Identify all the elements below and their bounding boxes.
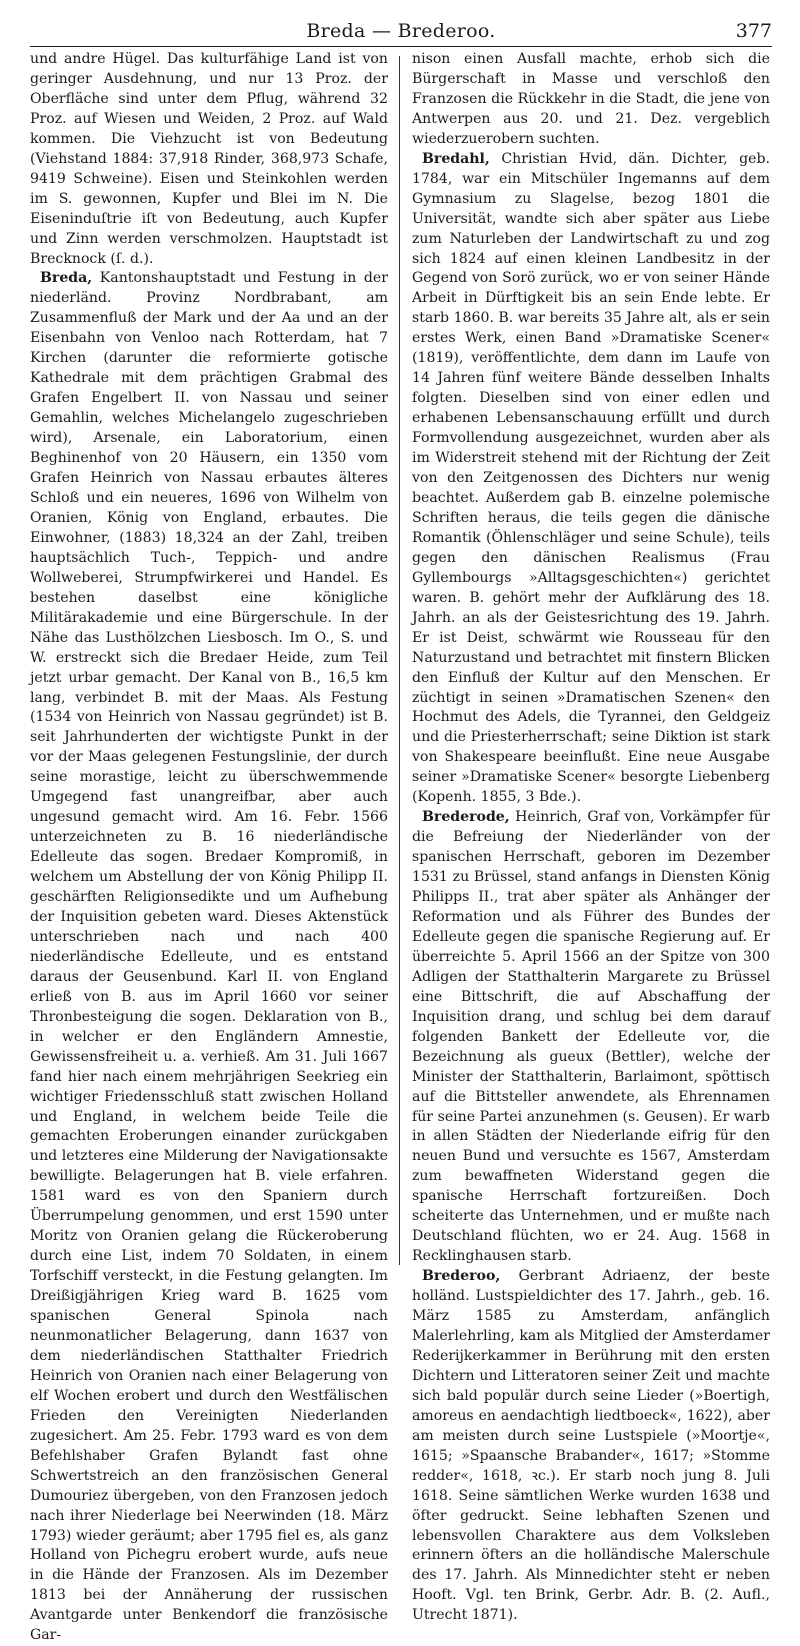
entry-headword: Breda, xyxy=(40,270,93,287)
entry-headword: Brederoo, xyxy=(422,1268,501,1285)
entry-body: Heinrich, Graf von, Vorkämpfer für die Befreiung der Niederländer von der spanischen Herrschaft, geboren im Dezember 1531 zu Brüssel, stand anfangs in Diensten König Philipps II., trat aber später als Anhänger der Reformation und als Führer des Bundes der Edelleute gegen die spanische Regierung auf. Er überreichte 5. April 1566 an der Spitze von 300 Adligen der Statthalterin Margarete zu Brüssel eine Bittschrift, die auf Abschaffung der Inquisition drang, und schlug bei dem darauf folgenden Bankett der Edelleute vor, die Bezeichnung als gueux (Bettler), welche der Minister der Statthalterin, Barlaimont, spöttisch auf die Bittsteller anwendete, als Ehrennamen für seine Partei anzunehmen (s. Geusen). Er warb in allen Städten der Niederlande eifrig für den neuen Bund und versuchte es 1567, Amsterdam zum bewaffneten Widerstand gegen die spanische Herrschaft fortzureißen. Doch scheiterte das Unternehmen, und er mußte nach Deutschland flüchten, wo er 24. Aug. 1568 in Recklinghausen starb. xyxy=(412,809,770,1265)
right-column xyxy=(412,50,770,1624)
entry-brederoo xyxy=(412,1267,770,1626)
entry-headword: Bredahl, xyxy=(422,150,490,167)
continued-paragraph: und andre Hügel. Das kulturfähige Land ist von geringer Ausdehnung, und nur 13 Proz. der Oberfläche sind unter dem Pflug, während 32 Proz. auf Wiesen und Weiden, 2 Proz. auf Wald kommen. Die Viehzucht ist von Bedeutung (Viehstand 1884: 37,918 Rinder, 368,973 Schafe, 9419 Schweine). Eisen und Steinkohlen werden im S. gewonnen, Kupfer und Blei im N. Die Eiseninduſtrie iſt von Bedeutung, auch Kupfer und Zinn werden verschmolzen. Hauptstadt ist Brecknock (ſ. d.). xyxy=(30,51,388,267)
left-column xyxy=(30,50,388,1644)
column-divider xyxy=(399,56,400,1265)
entry-headword: Brederode, xyxy=(422,809,510,826)
entry-brederode xyxy=(412,808,770,1267)
running-title: Breda — Brederoo. xyxy=(306,20,496,42)
entry-breda xyxy=(30,269,388,1646)
entry-body: Gerbrant Adriaenz, der beste holländ. Lustspieldichter des 17. Jahrh., geb. 16. März 1585 zu Amsterdam, anfänglich Malerlehrling, kam als Mitglied der Amsterdamer Rederijkerkammer in Berührung mit den ersten Dichtern und Litteratoren seiner Zeit und machte sich bald populär durch seine Lieder (»Boertigh, amoreus en aendachtigh liedtboeck«, 1622), aber am meisten durch seine Lustspiele (»Moortje«, 1615; »Spaansche Brabander«, 1617; »Stomme redder«, 1618, ꝛc.). Er starb noch jung 8. Juli 1618. Seine sämtlichen Werke wurden 1638 und öfter gedruckt. Seine lebhaften Szenen und lebensvollen Charaktere aus dem Volksleben erinnern öfters an die holländische Malerschule des 17. Jahrh. Als Minnedichter steht er neben Hooft. Vgl. ten Brink, Gerbr. Adr. B. (2. Aufl., Utrecht 1871). xyxy=(412,1268,770,1624)
page-number: 377 xyxy=(735,20,772,42)
entry-body: Kantonshauptstadt und Festung in der niederländ. Provinz Nordbrabant, am Zusammenfluß der Mark und der Aa und an der Eisenbahn von Venloo nach Rotterdam, hat 7 Kirchen (darunter die reformierte gotische Kathedrale mit dem prächtigen Grabmal des Grafen Engelbert II. von Nassau und seiner Gemahlin, welches Michelangelo zugeschrieben wird), Arsenale, ein Laboratorium, einen Beghinenhof von 20 Häusern, ein 1350 vom Grafen Heinrich von Nassau erbautes älteres Schloß und ein neueres, 1696 von Wilhelm von Oranien, König von England, erbautes. Die Einwohner, (1883) 18,324 an der Zahl, treiben hauptsächlich Tuch-, Teppich- und andre Wollweberei, Strumpfwirkerei und Handel. Es bestehen daselbst eine königliche Militärakademie und eine Bürgerschule. In der Nähe das Lusthölzchen Liesbosch. Im O., S. und W. erstreckt sich die Bredaer Heide, zum Teil jetzt urbar gemacht. Der Kanal von B., 16,5 km lang, verbindet B. mit der Maas. Als Festung (1534 von Heinrich von Nassau gegründet) ist B. seit Jahrhunderten der wichtigste Punkt in der vor der Maas gelegenen Festungslinie, der durch seine morastige, leicht zu überschwemmende Umgegend fast unangreifbar, aber auch ungesund gemacht wird. Am 16. Febr. 1566 unterzeichneten zu B. 16 niederländische Edelleute das sogen. Bredaer Kompromiß, in welchem um Abstellung der von König Philipp II. geschärften Religionsedikte und um Aufhebung der Inquisition gebeten ward. Dieses Aktenstück unterschrieben nach und nach 400 niederländische Edelleute, und es entstand daraus der Geusenbund. Karl II. von England erließ von B. aus im April 1660 vor seiner Thronbesteigung die sogen. Deklaration von B., in welcher er den Engländern Amnestie, Gewissensfreiheit u. a. verhieß. Am 31. Juli 1667 fand hier nach einem mehrjährigen Seekrieg ein wichtiger Friedensschluß statt zwischen Holland und England, in welchem beide Teile die gemachten Eroberungen einander zurückgaben und letzteres eine Milderung der Navigationsakte bewilligte. Belagerungen hat B. viele erfahren. 1581 ward es von den Spaniern durch Überrumpelung genommen, und erst 1590 unter Moritz von Oranien gelang die Rückeroberung durch eine List, indem 70 Soldaten, in einem Torfschiff versteckt, in die Festung gelangten. Im Dreißigjährigen Krieg ward B. 1625 vom spanischen General Spinola nach neunmonatlicher Belagerung, dann 1637 von dem niederländischen Statthalter Friedrich Heinrich von Oranien nach einer Belagerung von elf Wochen erobert und durch den Westfälischen Frieden den Vereinigten Niederlanden zugesichert. Am 25. Febr. 1793 ward es von dem Befehlshaber Grafen Bylandt fast ohne Schwertstreich an den französischen General Dumouriez übergeben, von den Franzosen jedoch nach ihrer Niederlage bei Neerwinden (18. März 1793) wieder geräumt; aber 1795 fiel es, als ganz Holland von Pichegru erobert wurde, aufs neue in die Hände der Franzosen. Als im Dezember 1813 bei der Annäherung der russischen Avantgarde unter Benkendorf die französische Gar- xyxy=(30,270,388,1644)
entry-bredahl xyxy=(412,150,770,808)
running-header xyxy=(30,16,772,47)
continued-paragraph: nison einen Ausfall machte, erhob sich die Bürgerschaft in Masse und verschloß den Franzosen die Rückkehr in die Stadt, die jene von Antwerpen aus 20. und 21. Dez. vergeblich wiederzuerobern suchten. xyxy=(412,51,770,147)
entry-body: Christian Hvid, dän. Dichter, geb. 1784, war ein Mitschüler Ingemanns auf dem Gymnasium zu Slagelse, bezog 1801 die Universität, wandte sich aber später aus Liebe zum Naturleben der Landwirtschaft zu und zog sich 1824 auf einen kleinen Landbesitz in der Gegend von Sorö zurück, wo er von seiner Hände Arbeit in Dürftigkeit bis an sein Ende lebte. Er starb 1860. B. war bereits 35 Jahre alt, als er sein erstes Werk, einen Band »Dramatiske Scener« (1819), veröffentlichte, dem dann im Laufe von 14 Jahren fünf weitere Bände desselben Inhalts folgten. Dieselben sind von einer edlen und erhabenen Lebensanschauung erfüllt und durch Formvollendung ausgezeichnet, wurden aber als im Widerstreit stehend mit der Richtung der Zeit von den Zeitgenossen des Dichters nur wenig beachtet. Außerdem gab B. einzelne polemische Schriften heraus, die teils gegen die dänische Romantik (Öhlenschläger und seine Schule), teils gegen den dänischen Realismus (Frau Gyllembourgs »Alltagsgeschichten«) gerichtet waren. B. gehört mehr der Aufklärung des 18. Jahrh. an als der Geistesrichtung des 19. Jahrh. Er ist Deist, schwärmt wie Rousseau für den Naturzustand und betrachtet mit finstern Blicken den Einfluß der Kultur auf den Menschen. Er züchtigt in seinen »Dramatischen Szenen« den Hochmut des Adels, die Tyrannei, den Geldgeiz und die Priesterherrschaft; seine Diktion ist stark von Shakespeare beeinflußt. Eine neue Ausgabe seiner »Dramatiske Scener« besorgte Liebenberg (Kopenh. 1855, 3 Bde.). xyxy=(412,150,770,806)
